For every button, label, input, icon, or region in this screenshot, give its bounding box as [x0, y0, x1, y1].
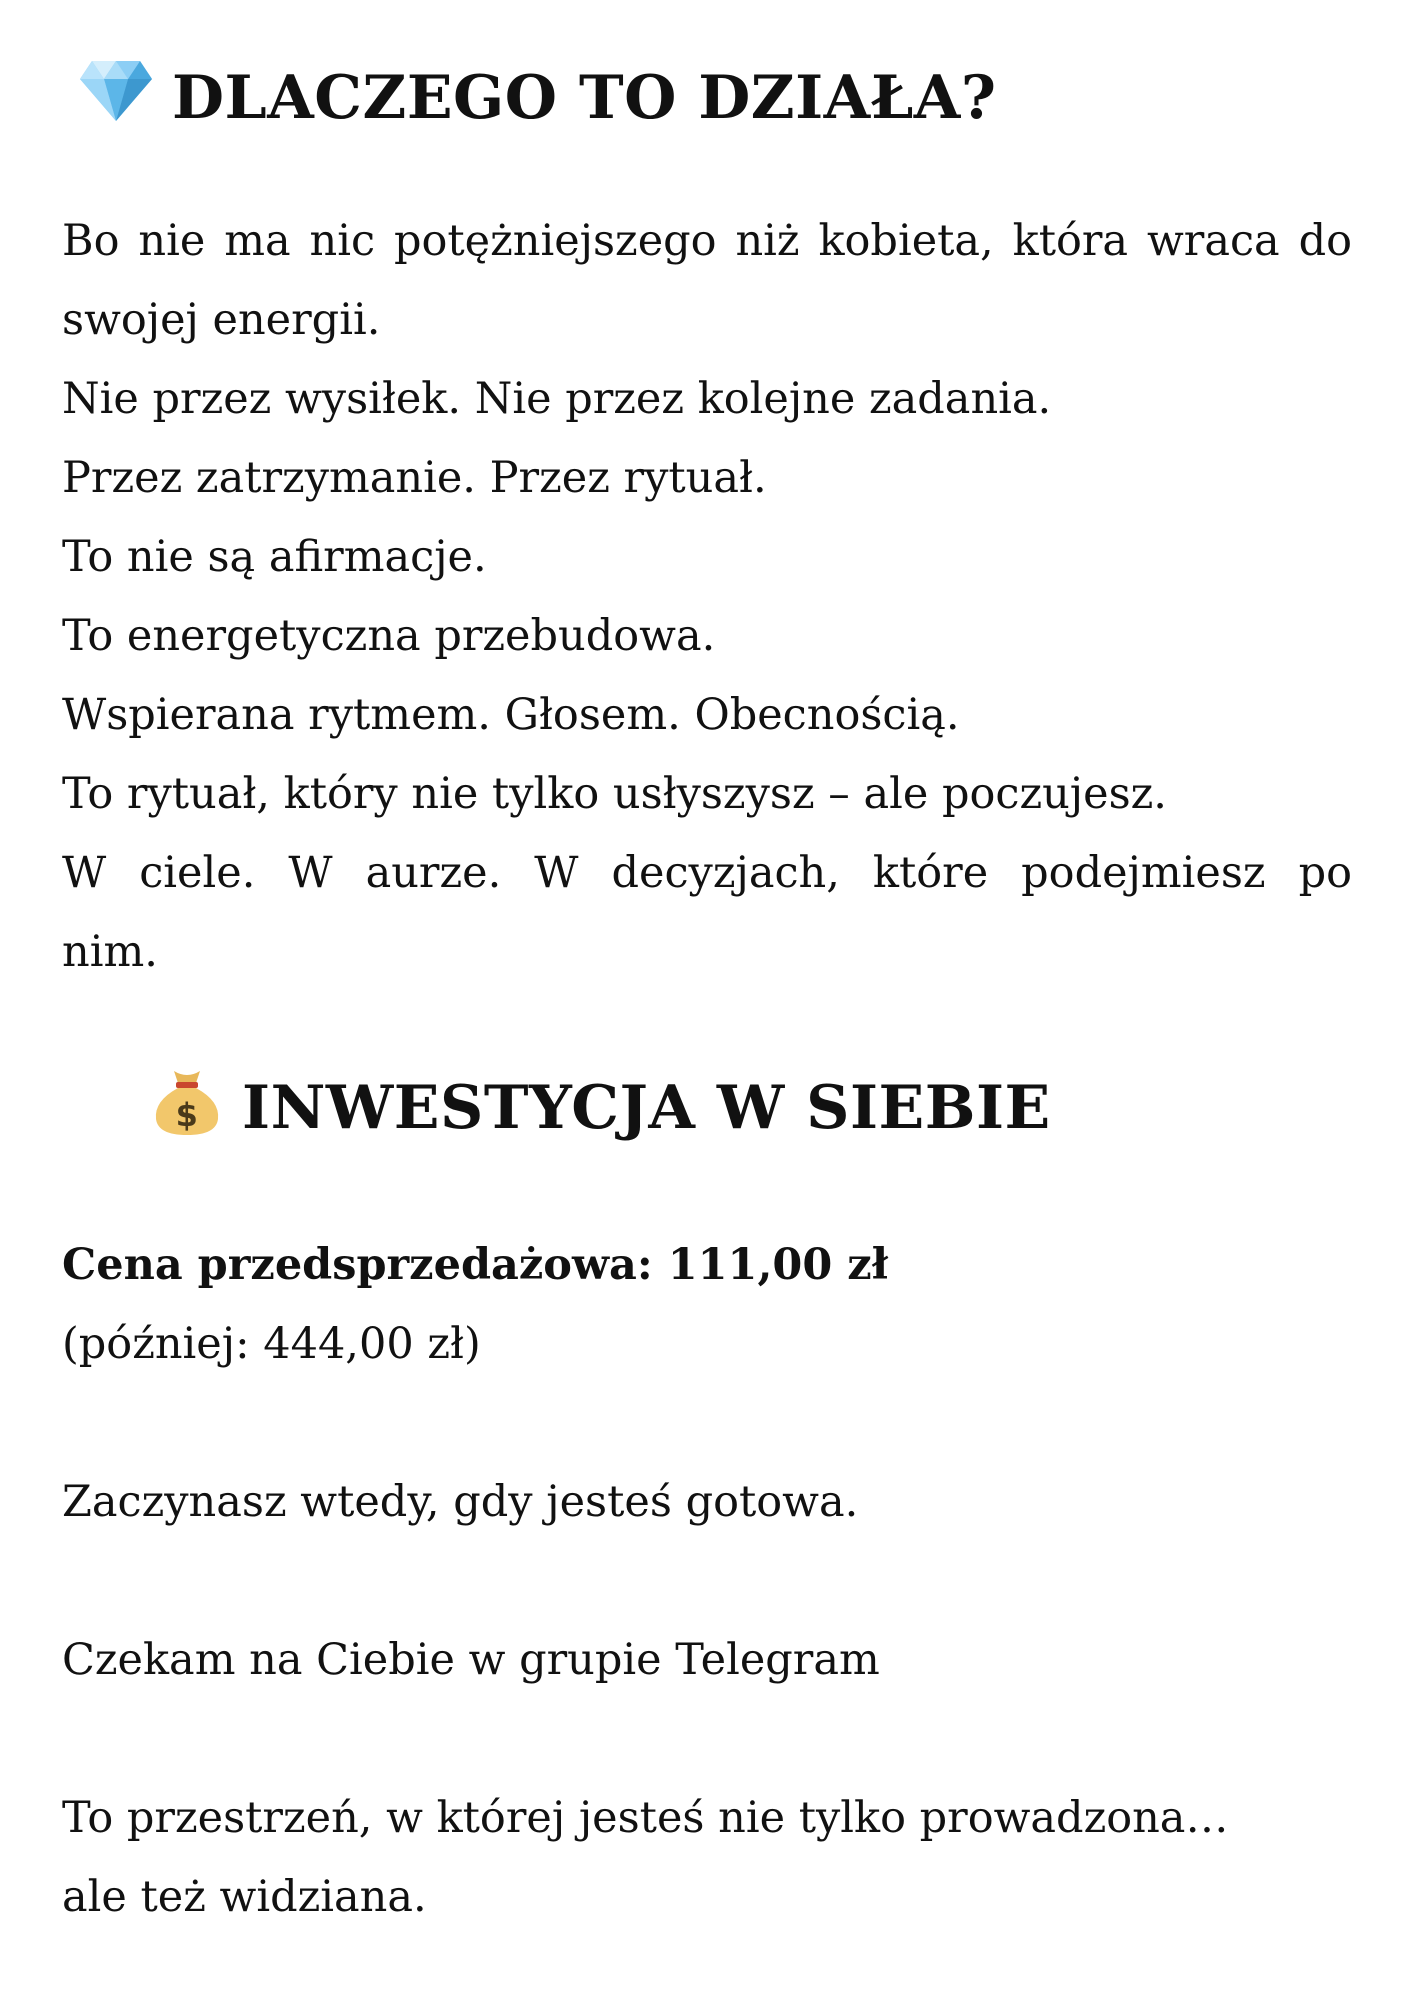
- section-title: DLACZEGO TO DZIAŁA?: [172, 63, 997, 133]
- presale-price: Cena przedsprzedażowa: 111,00 zł: [62, 1240, 889, 1290]
- paragraph-line: To energetyczna przebudowa.: [62, 611, 716, 661]
- section-title: INWESTYCJA W SIEBIE: [242, 1073, 1051, 1143]
- paragraph-line: Nie przez wysiłek. Nie przez kolejne zadania.: [62, 374, 1052, 424]
- paragraph-line: Bo nie ma nic potężniejszego niż kobieta, która wraca do: [62, 216, 1352, 266]
- section-heading-why: [78, 58, 997, 138]
- paragraph-line: W ciele. W aurze. W decyzjach, które podejmiesz po: [62, 848, 1352, 898]
- start-text: Zaczynasz wtedy, gdy jesteś gotowa.: [62, 1477, 859, 1527]
- paragraph-line: nim.: [62, 927, 158, 977]
- paragraph-line: Wspierana rytmem. Głosem. Obecnością.: [62, 690, 960, 740]
- space-text: ale też widziana.: [62, 1872, 427, 1922]
- telegram-text: Czekam na Ciebie w grupie Telegram: [62, 1635, 880, 1685]
- svg-text:$: $: [175, 1095, 199, 1134]
- money-bag-icon: [150, 1065, 224, 1152]
- paragraph-line: Przez zatrzymanie. Przez rytuał.: [62, 453, 767, 503]
- paragraph-line: To nie są afirmacje.: [62, 532, 487, 582]
- gem-icon: [78, 59, 154, 138]
- paragraph-line: To rytuał, który nie tylko usłyszysz – ale poczujesz.: [62, 769, 1167, 819]
- later-price: (później: 444,00 zł): [62, 1319, 481, 1369]
- section-heading-investment: [150, 1068, 1051, 1148]
- paragraph-line: swojej energii.: [62, 295, 381, 345]
- space-text: To przestrzeń, w której jesteś nie tylko prowadzona…: [62, 1793, 1229, 1843]
